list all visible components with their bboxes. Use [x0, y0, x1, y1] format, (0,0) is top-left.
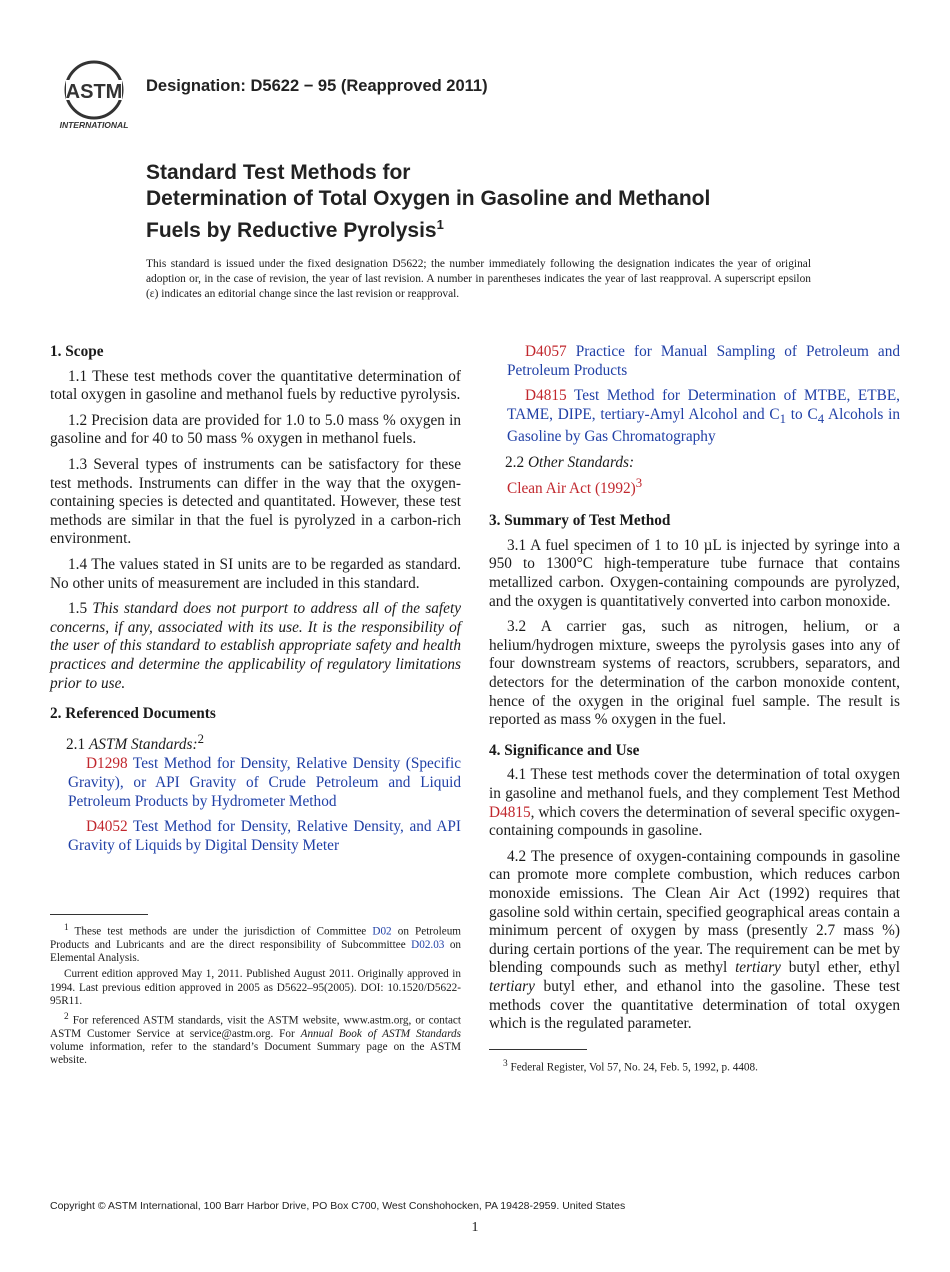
significance-4-2: 4.2 The presence of oxygen-containing compounds in gasoline can promote more complete combustion, which reduces carbon monoxide emissions. The Clean Air Act (1992) requires that gasoline sold within certain, specified geographical areas contain a minimum percent of oxygen by mass (presently 2.7 mass %) during certain portions of the year. The requirement can be met by blending compounds such as methyl tertiary butyl ether, ethyl tertiary butyl ether, and ethanol into the gasoline. These test methods cover the quantitative determination of total oxygen which is the regulated parameter. [489, 847, 901, 1033]
scope-heading: 1. Scope [50, 343, 104, 360]
page-number: 1 [471, 1220, 479, 1235]
title-line-1: Standard Test Methods for [146, 161, 411, 184]
footnote-1: $^1$ These test methods are under the jurisdiction of Committee D02 on Petroleum Products and Lubricants and are the direct responsibility of Subcommittee D02.03 on Elemental Analysis. [50, 923, 462, 965]
left-column [50, 343, 461, 862]
footnotes-right [489, 1058, 900, 1078]
link-d02-03[interactable]: D02.03 [411, 938, 445, 951]
link-d4815[interactable]: D4815 [489, 803, 531, 821]
document-title [146, 160, 846, 244]
link-d02[interactable]: D02 [372, 925, 392, 938]
scope-1-1: 1.1 These test methods cover the quantitative determination of total oxygen in gasoline and methanol fuels by reductive pyrolysis. [50, 367, 461, 404]
logo-text: ASTM [65, 81, 123, 103]
issuance-note: This standard is issued under the fixed designation D5622; the number immediately following the designation indicates the year of original adoption or, in the case of revision, the year of last revision. A number in parentheses indicates the year of last reapproval. A superscript epsilon (ε) indicates an editorial change since the last revision or reapproval. [146, 258, 811, 300]
other-standards-label: 2.2 Other Standards: [505, 454, 635, 472]
ref-d1298[interactable]: D1298 Test Method for Density, Relative Density (Specific Gravity), or API Gravity of Crude Petroleum and Liquid Petroleum Products by Hydrometer Method [68, 755, 461, 810]
significance-heading: 4. Significance and Use [489, 741, 640, 759]
right-column [489, 343, 900, 1041]
footnotes-left [50, 922, 461, 1071]
summary-heading: 3. Summary of Test Method [489, 512, 671, 530]
copyright-notice: Copyright © ASTM International, 100 Barr Harbor Drive, PO Box C700, West Conshohocken, PA 19428-2959. United States [50, 1200, 626, 1212]
ref-clean-air-act[interactable]: Clean Air Act $(1992)^3$ [507, 475, 643, 497]
summary-3-1: 3.1 A fuel specimen of 1 to 10 µL is injected by syringe into a 950 to 1300°C high-temperature tube furnace that contains metallized carbon. Oxygen-containing compounds are pyrolyzed, and the oxygen is quantitatively converted into carbon monoxide. [489, 536, 900, 610]
astm-logo-mark [54, 58, 134, 132]
designation: Designation: D5622 − 95 (Reapproved 2011) [146, 77, 488, 95]
title-line-2: Determination of Total Oxygen in Gasoline and Methanol [146, 187, 711, 210]
title-line-3: Fuels by Reductive Pyrolysis$^1$ [146, 217, 444, 242]
scope-1-5: 1.5 This standard does not purport to address all of the safety concerns, if any, associated with its use. It is the responsibility of the user of this standard to establish appropriate safety and health practices and determine the applicability of regulatory limitations prior to use. [50, 600, 462, 692]
ref-d4815[interactable]: D4815 Test Method for Determination of MTBE, ETBE, TAME, DIPE, tertiary-Amyl Alcohol and $C_1$ to $C_4$ Alcohols in Gasoline by Gas Chromatography [507, 387, 900, 446]
footnote-1-edition: Current edition approved May 1, 2011. Published August 2011. Originally approved in 1994. Last previous edition approved in 2005 as D5622–95(2005). DOI: 10.1520/D5622-95R11. [50, 968, 461, 1007]
footnote-3: $^3$ Federal Register, Vol 57, No. 24, Feb. 5, 1992, p. 4408. [503, 1059, 758, 1074]
ref-d4052[interactable]: D4052 Test Method for Density, Relative Density, and API Gravity of Liquids by Digital Density Meter [68, 818, 461, 854]
footnote-2: $^2$ For referenced ASTM standards, visit the ASTM website, www.astm.org, or contact ASTM Customer Service at service@astm.org. For Annual Book of ASTM Standards volume information, refer to the standard’s Document Summary page on the ASTM website. [50, 1011, 461, 1067]
astm-logo [54, 58, 134, 132]
footnote-rule-right [489, 1049, 587, 1050]
refdocs-heading: 2. Referenced Documents [50, 705, 216, 723]
footnote-rule-left [50, 914, 148, 915]
title-footnote-mark: 1 [436, 217, 444, 232]
scope-1-3: 1.3 Several types of instruments can be satisfactory for these test methods. Instruments can differ in the way that the oxygen-containing species is detected and quantitated. However, these test methods are similar in that the fuel is pyrolyzed in a carbon-rich environment. [50, 455, 461, 548]
logo-subtext: INTERNATIONAL [59, 120, 129, 130]
astm-standards-label: 2.1 ASTM Standards:$^2$ [66, 731, 204, 753]
scope-1-4: 1.4 The values stated in SI units are to be regarded as standard. No other units of measurement are included in this standard. [50, 555, 461, 592]
scope-1-2: 1.2 Precision data are provided for 1.0 to 5.0 mass % oxygen in gasoline and for 40 to 50 mass % oxygen in methanol fuels. [50, 411, 461, 448]
summary-3-2: 3.2 A carrier gas, such as nitrogen, helium, or a helium/hydrogen mixture, sweeps the pyrolysis gases into any of four downstream systems of reactors, scrubbers, separators, and detectors for the determination of the carbon monoxide content, hence of the oxygen in the original fuel sample. The result is reported as mass % oxygen in the fuel. [489, 618, 900, 729]
ref-d4057[interactable]: D4057 Practice for Manual Sampling of Petroleum and Petroleum Products [507, 343, 900, 379]
significance-4-1: 4.1 These test methods cover the determination of total oxygen in gasoline and methanol fuels, and they complement Test Method D4815, which covers the determination of several specific oxygen-containing compounds in gasoline. [489, 766, 900, 840]
